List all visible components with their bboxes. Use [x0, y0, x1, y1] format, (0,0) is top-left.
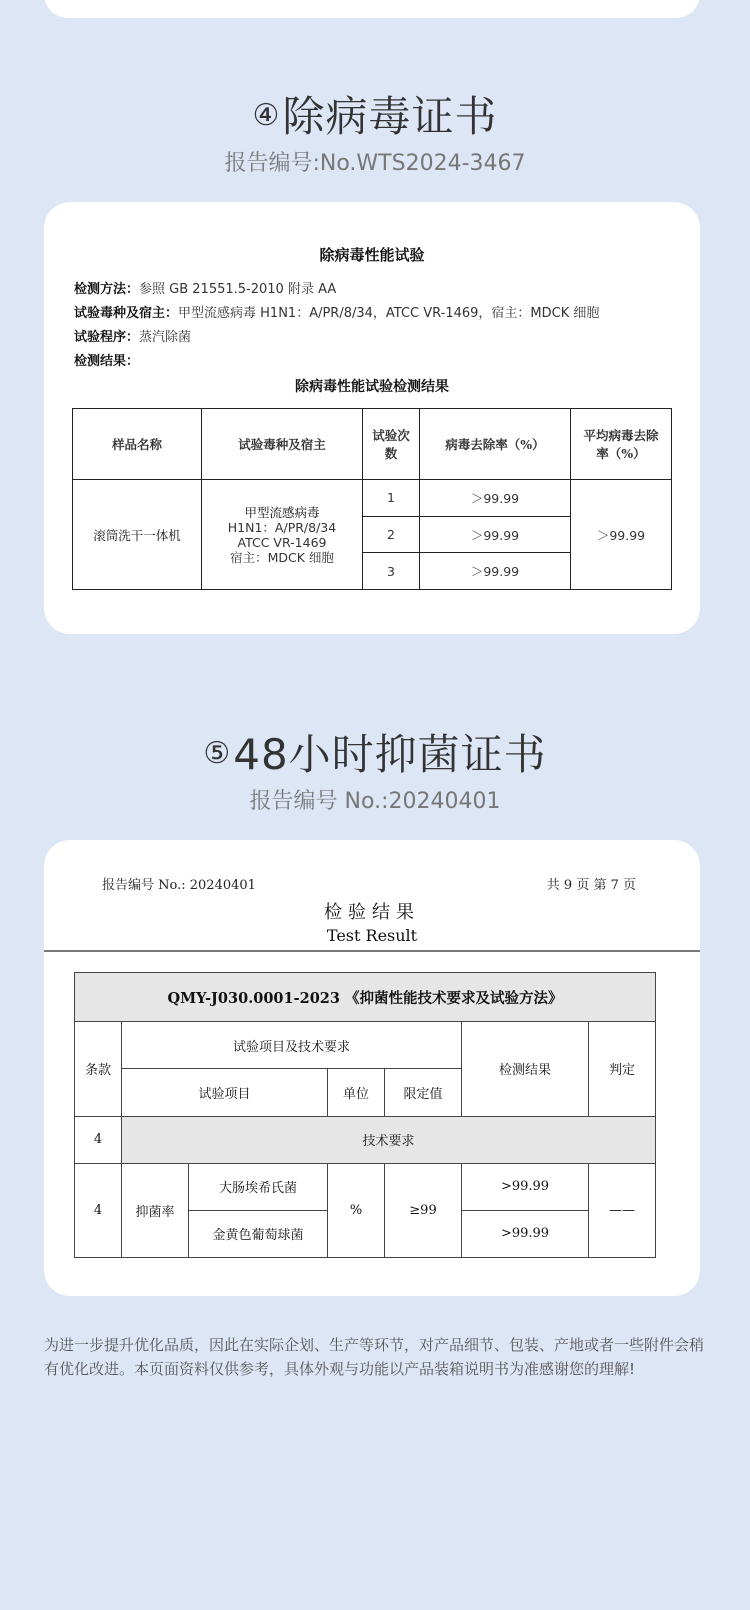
- virus-certificate-card: [44, 202, 700, 634]
- th-trials: 试验次数: [363, 409, 420, 480]
- doc-report-no: 报告编号 No.: 20240401: [102, 878, 256, 893]
- doc-line-strain: 试验毒种及宿主：甲型流感病毒 H1N1：A/PR/8/34，ATCC VR-1469，宿主：MDCK 细胞: [74, 306, 600, 321]
- td-bacteria-2: 金黄色葡萄球菌: [189, 1210, 328, 1257]
- th-unit: 单位: [328, 1069, 385, 1116]
- disclaimer-text: 为进一步提升优化品质，因此在实际企划、生产等环节，对产品细节、包装、产地或者一些附件会稍有优化改进。本页面资料仅供参考，具体外观与功能以产品装箱说明书为准感谢您的理解!: [44, 1336, 705, 1378]
- td-avg: ＞99.99: [571, 480, 672, 590]
- td-clause: 4: [75, 1116, 122, 1163]
- td-trial-2: 2: [363, 516, 420, 553]
- td-limit: ≥99: [385, 1163, 462, 1257]
- th-item: 试验项目: [122, 1069, 328, 1116]
- section5-report-no: 报告编号 No.:20240401: [249, 789, 501, 814]
- td-tech-req: 技术要求: [122, 1116, 656, 1163]
- td-unit: %: [328, 1163, 385, 1257]
- th-limit: 限定值: [385, 1069, 462, 1116]
- antibacterial-certificate-card: [44, 840, 700, 1296]
- section4-title: ④除病毒证书: [252, 92, 498, 141]
- td-trial-3: 3: [363, 553, 420, 590]
- td-sample: 滚筒洗干一体机: [73, 480, 202, 590]
- doc-line-method: 检测方法：参照 GB 21551.5-2010 附录 AA: [74, 282, 337, 297]
- doc-table-title: 除病毒性能试验检测结果: [295, 379, 449, 395]
- td-bacteria-1: 大肠埃希氏菌: [189, 1163, 328, 1210]
- th-result: 检测结果: [462, 1022, 589, 1116]
- std-row: QMY-J030.0001-2023 《抑菌性能技术要求及试验方法》: [75, 973, 656, 1022]
- th-avg: 平均病毒去除率（%）: [571, 409, 672, 480]
- previous-card: [44, 0, 700, 18]
- doc-line-result: 检测结果：: [74, 354, 140, 369]
- th-rate: 病毒去除率（%）: [420, 409, 571, 480]
- th-sample: 样品名称: [73, 409, 202, 480]
- td-result-1: >99.99: [462, 1163, 589, 1210]
- td-judge: ——: [589, 1163, 656, 1257]
- th-judge: 判定: [589, 1022, 656, 1116]
- doc-divider: [44, 950, 700, 952]
- td-rate-1: ＞99.99: [420, 480, 571, 517]
- td-rate-3: ＞99.99: [420, 553, 571, 590]
- td-result-2: >99.99: [462, 1210, 589, 1257]
- doc-page-count: 共 9 页 第 7 页: [546, 878, 636, 893]
- virus-results-table: [72, 408, 672, 590]
- td-trial-1: 1: [363, 480, 420, 517]
- td-clause-2: 4: [75, 1163, 122, 1257]
- doc-title-cn: 检验结果: [324, 902, 420, 923]
- th-strain: 试验毒种及宿主: [202, 409, 363, 480]
- th-item-req: 试验项目及技术要求: [122, 1022, 462, 1069]
- td-strain: 甲型流感病毒 H1N1：A/PR/8/34 ATCC VR-1469 宿主：MDCK 细胞: [202, 480, 363, 590]
- td-item-name: 抑菌率: [122, 1163, 189, 1257]
- th-clause: 条款: [75, 1022, 122, 1116]
- doc-title: 除病毒性能试验: [319, 246, 425, 264]
- doc-line-procedure: 试验程序：蒸汽除菌: [74, 330, 192, 345]
- section4-report-no: 报告编号:No.WTS2024-3467: [224, 151, 526, 176]
- doc-title-en: Test Result: [326, 926, 418, 945]
- antibacterial-results-table: [74, 972, 656, 1258]
- section5-title: ⑤48小时抑菌证书: [203, 730, 547, 779]
- td-rate-2: ＞99.99: [420, 516, 571, 553]
